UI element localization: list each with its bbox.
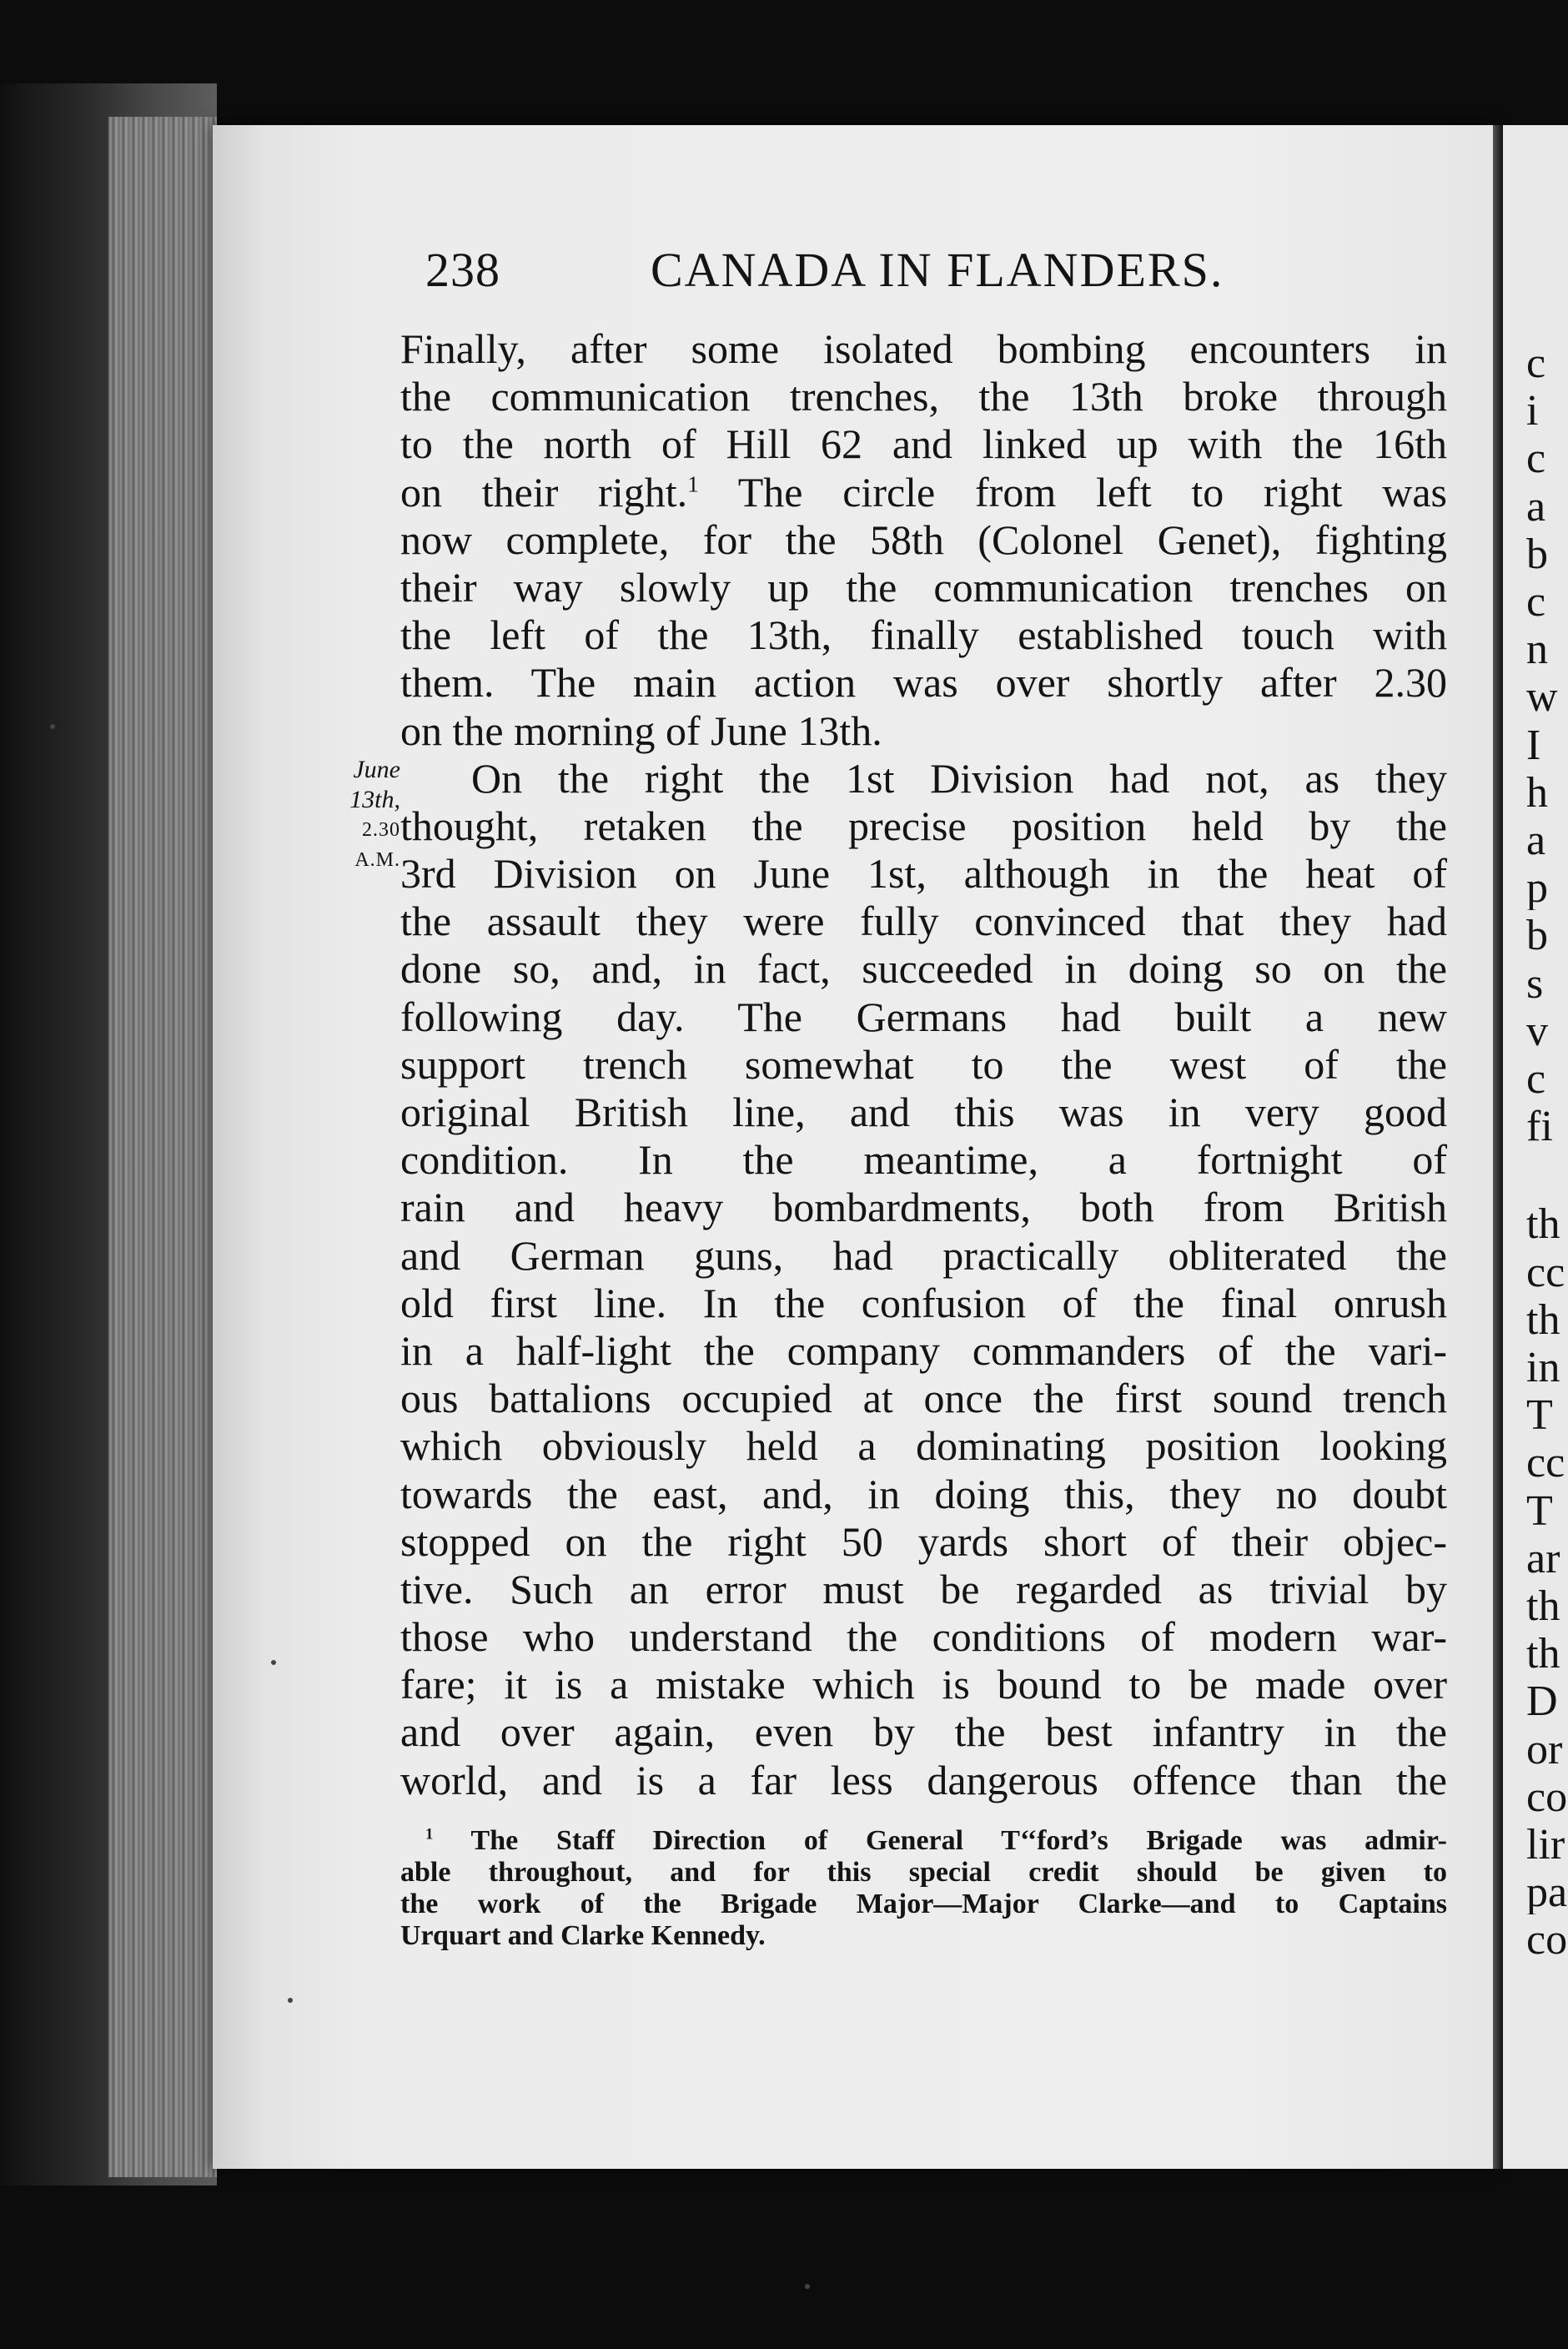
margin-note-ampm: A.M.	[354, 849, 400, 871]
facing-page-fragment: fi	[1526, 1105, 1553, 1149]
text-line: those who understand the conditions of modern war-	[400, 1613, 1447, 1661]
facing-page-fragment: th	[1526, 1632, 1560, 1677]
margin-note-day: 13th,	[349, 786, 400, 813]
text-line: original British line, and this was in very good	[400, 1089, 1447, 1135]
facing-page-fragment: lir	[1526, 1823, 1565, 1867]
facing-page-fragment: in	[1526, 1346, 1560, 1390]
facing-page-fragment: p	[1526, 867, 1548, 911]
facing-page-fragment: co	[1526, 1775, 1568, 1819]
text-line: and German guns, had practically obliterated the	[400, 1231, 1447, 1279]
text-line: thought, retaken the precise position held by the	[400, 802, 1447, 849]
facing-page-fragment: i	[1526, 390, 1539, 434]
text-line: the communication trenches, the 13th broke through	[400, 373, 1447, 420]
dust-speck	[805, 2284, 810, 2289]
footnote-line: $^1$ The Staff Direction of General T‘‘ford’s Brigade was admir-	[425, 1825, 1447, 1856]
text-line: to the north of Hill 62 and linked up with the 16th	[400, 420, 1447, 468]
facing-page-fragment: h	[1526, 771, 1548, 815]
body-text	[400, 325, 1447, 1804]
facing-page-fragment: a	[1526, 485, 1546, 529]
text-line: them. The main action was over shortly after 2.30	[400, 659, 1447, 707]
text-line: support trench somewhat to the west of the	[400, 1040, 1447, 1088]
margin-note-time: 2.30	[362, 819, 400, 841]
footnote-marker: 1	[687, 470, 699, 496]
text-line: the assault they were fully convinced that they had	[400, 898, 1447, 945]
running-title: CANADA IN FLANDERS.	[651, 243, 1224, 297]
dust-speck	[271, 1660, 276, 1665]
footnote-line: the work of the Brigade Major—Major Clarke—and to Captains	[400, 1889, 1447, 1919]
facing-page-fragment: b	[1526, 914, 1548, 958]
text-line: stopped on the right 50 yards short of their objec-	[400, 1517, 1447, 1565]
facing-page-fragment: th	[1526, 1298, 1560, 1342]
text-line: done so, and, in fact, succeeded in doing so on the	[400, 945, 1447, 993]
footnote-line: Urquart and Clarke Kennedy.	[400, 1920, 766, 1951]
facing-page-fragment: c	[1526, 437, 1546, 481]
facing-page-fragment: b	[1526, 532, 1548, 576]
footnote-number: 1	[425, 1825, 434, 1843]
page-gutter	[1493, 125, 1503, 2169]
facing-page-fragment: D	[1526, 1680, 1558, 1724]
text-line: on their right.$^1$ The circle from left to right was	[400, 468, 1447, 516]
text-line: tive. Such an error must be regarded as trivial by	[400, 1565, 1447, 1612]
facing-page-fragment: s	[1526, 962, 1544, 1006]
footnote	[400, 1825, 1447, 1952]
text-line: on the morning of June 13th.	[400, 707, 882, 754]
facing-page-fragment: cc	[1526, 1250, 1565, 1295]
text-line: condition. In the meantime, a fortnight of	[400, 1136, 1447, 1184]
facing-page-fragment: c	[1526, 581, 1546, 624]
facing-page-fragment: cc	[1526, 1441, 1565, 1486]
facing-page-fragment: co	[1526, 1919, 1568, 1963]
text-line: rain and heavy bombardments, both from British	[400, 1184, 1447, 1231]
page-edges	[108, 117, 217, 2177]
facing-page-fragment: or	[1526, 1728, 1563, 1772]
text-line: in a half-light the company commanders of the vari-	[400, 1326, 1447, 1374]
text-line: Finally, after some isolated bombing encounters in	[400, 325, 1447, 372]
facing-page-fragment: n	[1526, 628, 1548, 672]
facing-page-fragment: w	[1526, 676, 1558, 720]
facing-page-fragment: pa	[1526, 1871, 1568, 1915]
text-line: their way slowly up the communication trenches on	[400, 563, 1447, 611]
facing-page-fragment: ar	[1526, 1537, 1560, 1581]
text-line: towards the east, and, in doing this, they no doubt	[400, 1470, 1447, 1517]
facing-page-fragment: th	[1526, 1203, 1560, 1247]
text-line: world, and is a far less dangerous offence than the	[400, 1756, 1447, 1803]
facing-page-fragment: a	[1526, 819, 1546, 863]
text-line: ous battalions occupied at once the first sound trench	[400, 1375, 1447, 1422]
text-line: and over again, even by the best infantry in the	[400, 1708, 1447, 1756]
text-line: On the right the 1st Division had not, as they	[471, 754, 1447, 802]
facing-page-fragment: th	[1526, 1585, 1560, 1628]
margin-note-month: June	[353, 756, 400, 783]
facing-page-fragment: T	[1526, 1489, 1553, 1533]
facing-page-fragment: c	[1526, 1058, 1546, 1101]
text-line: 3rd Division on June 1st, although in the heat of	[400, 850, 1447, 898]
text-line: old first line. In the confusion of the final onrush	[400, 1279, 1447, 1326]
text-line: now complete, for the 58th (Colonel Genet), fighting	[400, 516, 1447, 563]
text-line: which obviously held a dominating position looking	[400, 1422, 1447, 1470]
facing-page-fragment: v	[1526, 1009, 1548, 1054]
text-line: fare; it is a mistake which is bound to be made over	[400, 1661, 1447, 1708]
margin-note	[317, 755, 400, 875]
facing-page-fragment: c	[1526, 342, 1546, 385]
facing-page-fragment: T	[1526, 1394, 1553, 1438]
page-number: 238	[425, 243, 500, 297]
text-line: the left of the 13th, finally established touch with	[400, 611, 1447, 659]
dust-speck	[50, 724, 55, 729]
facing-page-fragment: I	[1526, 723, 1541, 767]
text-line: following day. The Germans had built a new	[400, 993, 1447, 1040]
dust-speck	[288, 1998, 293, 2003]
footnote-line: able throughout, and for this special credit should be given to	[400, 1857, 1447, 1888]
